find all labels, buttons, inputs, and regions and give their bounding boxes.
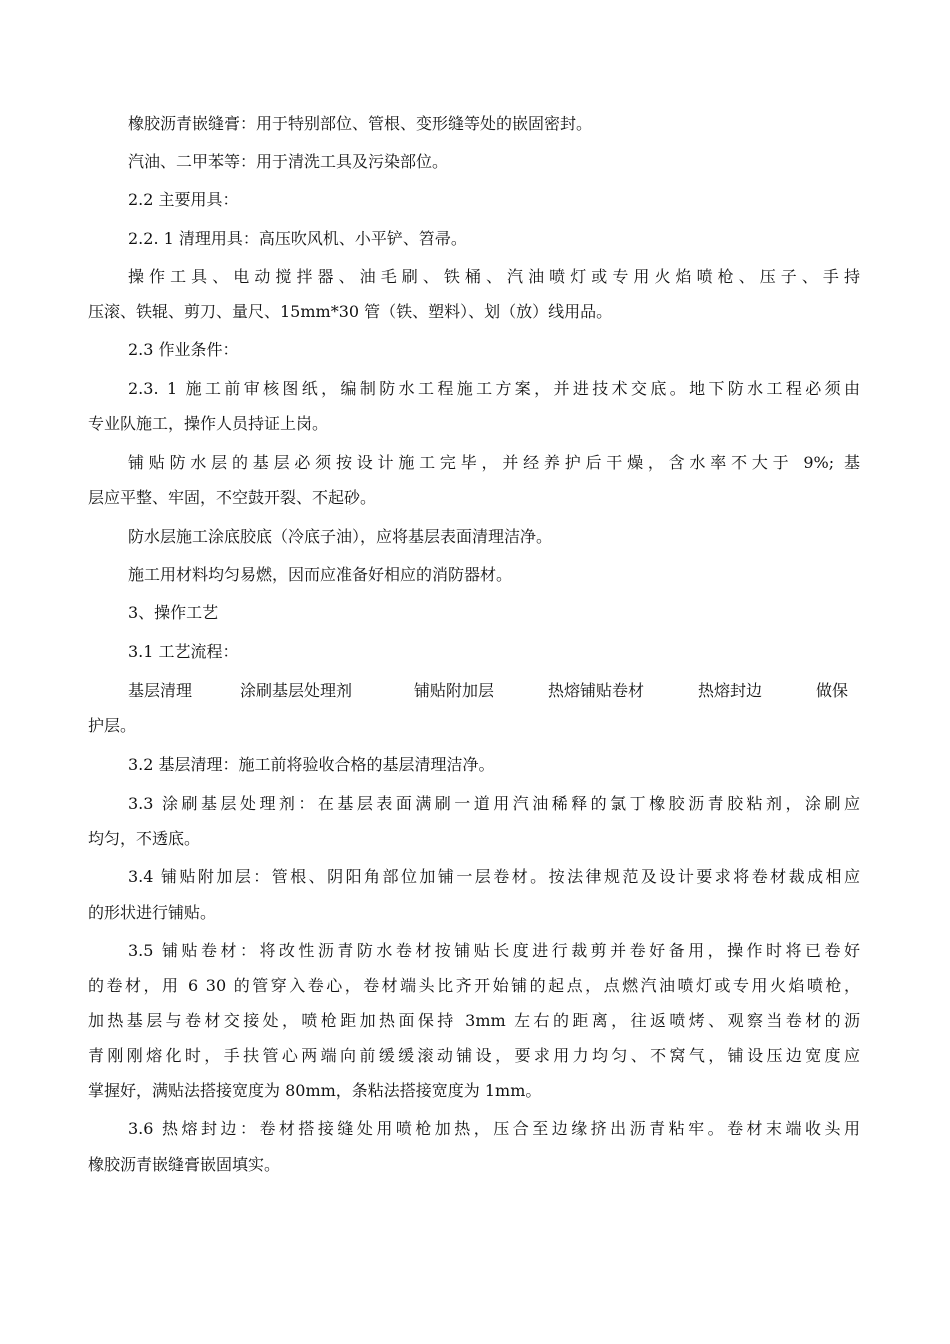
paragraph-base-layer-line2: 层应平整、牢固，不空鼓开裂、不起砂。: [88, 488, 377, 507]
paragraph-drawing-review-line2: 专业队施工，操作人员持证上岗。: [88, 414, 329, 433]
paragraph-edge-sealing-line2: 橡胶沥青嵌缝膏嵌固填实。: [88, 1155, 281, 1174]
flow-step-base-cleaning: 基层清理: [128, 681, 193, 700]
paragraph-operating-tools-line1: 操作工具、电动搅拌器、油毛刷、铁桶、汽油喷灯或专用火焰喷枪、压子、手持: [128, 267, 860, 286]
flow-step-protective-layer: 做保: [816, 681, 849, 700]
flow-step-hot-melt-edge: 热熔封边: [698, 681, 763, 700]
paragraph-additional-layer-line2: 的形状进行铺贴。: [88, 903, 217, 922]
paragraph-laying-membrane-line5: 掌握好，满贴法搭接宽度为 80mm，条粘法搭接宽度为 1mm。: [88, 1081, 542, 1100]
paragraph-edge-sealing-line1: 3.6 热熔封边：卷材搭接缝处用喷枪加热，压合至边缘挤出沥青粘牢。卷材末端收头用: [128, 1119, 860, 1138]
flow-step-protective-layer-cont: 护层。: [88, 716, 137, 735]
paragraph-gasoline-xylene: 汽油、二甲苯等：用于清洗工具及污染部位。: [128, 152, 449, 171]
paragraph-base-layer-line1: 铺贴防水层的基层必须按设计施工完毕，并经养护后干燥，含水率不大于 9%; 基: [128, 453, 860, 472]
paragraph-additional-layer-line1: 3.4 铺贴附加层：管根、阴阳角部位加铺一层卷材。按法律规范及设计要求将卷材裁成相应: [128, 867, 860, 886]
paragraph-primer: 防水层施工涂底胶底（冷底子油），应将基层表面清理洁净。: [128, 527, 553, 546]
process-flow-row: [128, 680, 860, 702]
paragraph-cleaning-tools: 2.2. 1 清理用具：高压吹风机、小平铲、笤帚。: [128, 229, 467, 248]
flow-step-hot-melt-laying: 热熔铺贴卷材: [548, 681, 645, 700]
flow-step-additional-layer: 铺贴附加层: [414, 681, 495, 700]
flow-step-apply-primer: 涂刷基层处理剂: [240, 681, 353, 700]
paragraph-laying-membrane-line1: 3.5 铺贴卷材：将改性沥青防水卷材按铺贴长度进行裁剪并卷好备用，操作时将已卷好: [128, 941, 860, 960]
paragraph-laying-membrane-line2: 的卷材，用 6 30 的管穿入卷心，卷材端头比齐开始铺的起点，点燃汽油喷灯或专用火焰喷枪，: [88, 976, 860, 995]
paragraph-laying-membrane-line4: 青刚刚熔化时，手扶管心两端向前缓缓滚动铺设，要求用力均匀、不窝气，铺设压边宽度应: [88, 1046, 860, 1065]
paragraph-primer-apply-line2: 均匀，不透底。: [88, 829, 201, 848]
paragraph-base-cleaning: 3.2 基层清理：施工前将验收合格的基层清理洁净。: [128, 755, 495, 774]
paragraph-primer-apply-line1: 3.3 涂刷基层处理剂：在基层表面满刷一道用汽油稀释的氯丁橡胶沥青胶粘剂，涂刷应: [128, 794, 860, 813]
paragraph-drawing-review-line1: 2.3. 1 施工前审核图纸，编制防水工程施工方案，并进技术交底。地下防水工程必须由: [128, 379, 860, 398]
paragraph-laying-membrane-line3: 加热基层与卷材交接处，喷枪距加热面保持 3mm 左右的距离，往返喷烤、观察当卷材的沥: [88, 1011, 860, 1030]
heading-work-conditions: 2.3 作业条件：: [128, 340, 239, 359]
paragraph-fire-safety: 施工用材料均匀易燃，因而应准备好相应的消防器材。: [128, 565, 513, 584]
paragraph-asphalt-sealant: 橡胶沥青嵌缝膏：用于特别部位、管根、变形缝等处的嵌固密封。: [128, 114, 593, 133]
heading-operating-process: 3、操作工艺: [128, 603, 219, 622]
heading-main-tools: 2.2 主要用具：: [128, 190, 239, 209]
paragraph-operating-tools-line2: 压滚、铁辊、剪刀、量尺、15mm*30 管（铁、塑料）、划（放）线用品。: [88, 302, 613, 321]
heading-process-flow: 3.1 工艺流程：: [128, 642, 239, 661]
